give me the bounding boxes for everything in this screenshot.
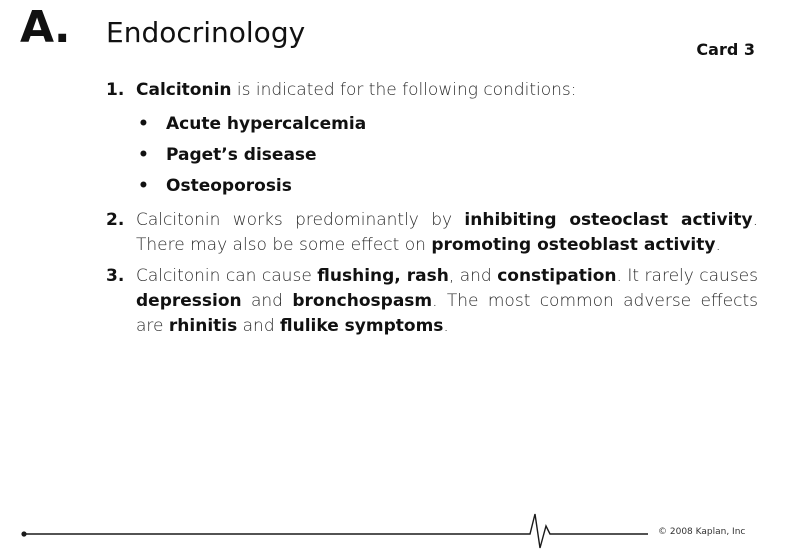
bullet-icon: • (138, 114, 149, 134)
item-text (136, 208, 758, 258)
bullet-label: Acute hypercalcemia (166, 114, 367, 134)
text-regular: is indicated for the following conditions: (231, 80, 577, 100)
text-regular: . It rarely causes (616, 266, 759, 286)
item-text (136, 264, 758, 339)
bullet-label: Paget’s disease (166, 145, 317, 165)
bullet-item (136, 109, 758, 140)
text-regular: and (241, 291, 293, 311)
item-number: 1. (106, 80, 125, 100)
list-item-2 (106, 208, 758, 258)
list-item-1 (106, 78, 758, 202)
text-bold: depression (136, 291, 242, 311)
text-regular: Calcitonin can cause (136, 266, 318, 286)
text-regular: . (443, 316, 449, 336)
text-regular: . (715, 235, 721, 255)
copyright-text: © 2008 Kaplan, Inc (658, 527, 746, 537)
heartbeat-trace (24, 514, 648, 548)
item-number: 3. (106, 266, 125, 286)
text-bold: flulike symptoms (280, 316, 444, 336)
bullet-icon: • (138, 145, 149, 165)
text-bold: rhinitis (168, 316, 238, 336)
section-title: Endocrinology (106, 16, 306, 49)
text-bold: constipation (497, 266, 617, 286)
text-bold: promoting osteoblast activity (431, 235, 716, 255)
text-regular: and (237, 316, 281, 336)
text-bold: inhibiting osteoclast activity (464, 210, 753, 230)
list-item-3 (106, 264, 758, 339)
condition-list (136, 109, 758, 202)
text-regular: . The most common adverse effects are (136, 291, 758, 336)
item-text (136, 78, 758, 103)
item-number: 2. (106, 210, 125, 230)
card-number-label: Card 3 (696, 40, 755, 59)
bullet-item (136, 140, 758, 171)
text-bold: flushing, rash (317, 266, 449, 286)
text-bold: Calcitonin (136, 80, 232, 100)
bullet-item (136, 171, 758, 202)
card-content (106, 78, 758, 345)
text-regular: , and (448, 266, 498, 286)
section-letter: A. (20, 2, 70, 53)
bullet-icon: • (138, 176, 149, 196)
text-regular: . There may also be some effect on (136, 210, 759, 255)
text-bold: bronchospasm (292, 291, 433, 311)
text-regular: Calcitonin works predominantly by (136, 210, 465, 230)
bullet-label: Osteoporosis (166, 176, 292, 196)
